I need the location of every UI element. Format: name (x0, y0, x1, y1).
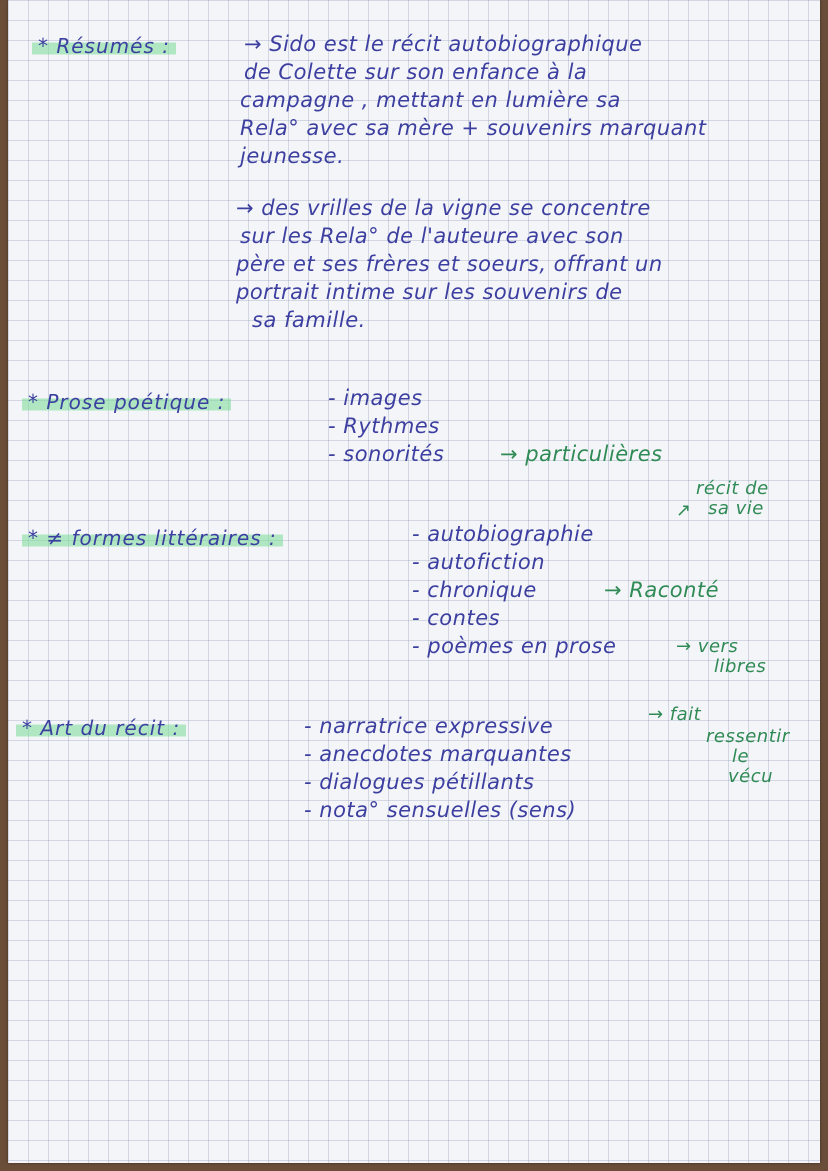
note-art: → fait (648, 704, 702, 725)
heading-art-du-recit: * Art du récit : (16, 716, 186, 740)
arrow-icon: ↗ (676, 500, 692, 521)
list-item: - narratrice expressive (304, 714, 554, 738)
note-poemes: → vers (676, 636, 739, 657)
note-recit: sa vie (708, 498, 764, 519)
text-line: → des vrilles de la vigne se concentre (236, 196, 651, 220)
note-art: vécu (728, 766, 774, 787)
text-line: portrait intime sur les souvenirs de (236, 280, 623, 304)
text-line: sa famille. (252, 308, 366, 332)
heading-resumes: * Résumés : (32, 34, 176, 58)
note-recit: récit de (696, 478, 769, 499)
list-item: - sonorités (328, 442, 445, 466)
list-item: - poèmes en prose (412, 634, 617, 658)
note-poemes: libres (714, 656, 767, 677)
heading-formes-litteraires: * ≠ formes littéraires : (22, 526, 283, 550)
note-art: le (732, 746, 750, 767)
list-item: - contes (412, 606, 501, 630)
text-line: père et ses frères et soeurs, offrant un (236, 252, 663, 276)
heading-prose-poetique: * Prose poétique : (22, 390, 231, 414)
text-line: campagne , mettant en lumière sa (240, 88, 621, 112)
text-line: jeunesse. (240, 144, 345, 168)
text-line: → Sido est le récit autobiographique (244, 32, 643, 56)
list-item: - nota° sensuelles (sens) (304, 798, 577, 822)
list-item: - chronique (412, 578, 537, 602)
text-line: sur les Rela° de l'auteure avec son (240, 224, 624, 248)
prose-note: → particulières (500, 442, 663, 466)
list-item: - Rythmes (328, 414, 440, 438)
list-item: - dialogues pétillants (304, 770, 535, 794)
list-item: - autofiction (412, 550, 546, 574)
text-line: de Colette sur son enfance à la (244, 60, 588, 84)
note-chronique: → Raconté (604, 578, 720, 602)
list-item: - images (328, 386, 423, 410)
note-art: ressentir (706, 726, 790, 747)
text-line: Rela° avec sa mère + souvenirs marquant (240, 116, 707, 140)
notebook-page (8, 0, 820, 1163)
list-item: - anecdotes marquantes (304, 742, 572, 766)
list-item: - autobiographie (412, 522, 594, 546)
